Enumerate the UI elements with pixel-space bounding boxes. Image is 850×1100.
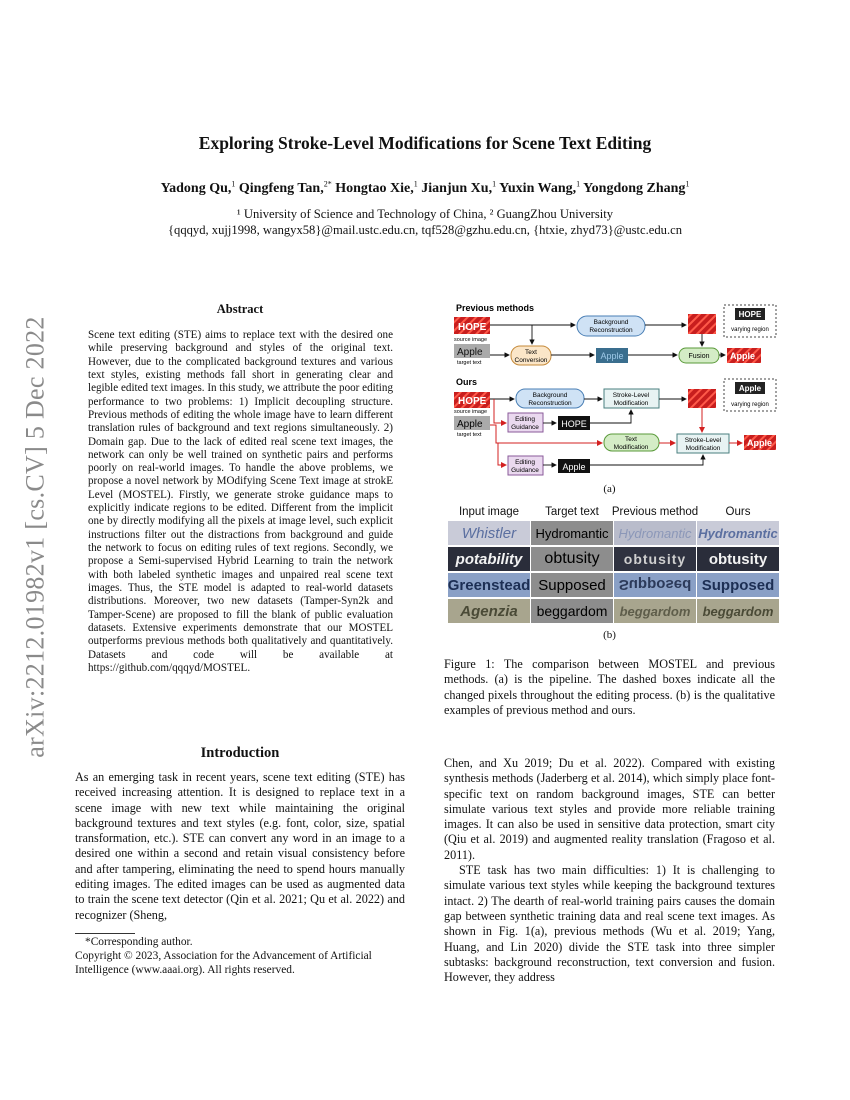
intro-text-right	[444, 756, 775, 985]
box-label: Guidance	[511, 467, 539, 474]
grid-previous-result: beggardom	[614, 599, 696, 623]
box-label: Editing	[515, 416, 535, 423]
target-text-label: target text	[457, 360, 482, 366]
arxiv-id-text: arXiv:2212.01982v1 [cs.CV] 5 Dec 2022	[21, 316, 51, 758]
grid-input-image: Whistler	[448, 521, 530, 545]
grid-target-text: Supposed	[531, 573, 613, 597]
box-label: Conversion	[514, 357, 548, 364]
grid-target-text: obtusity	[531, 547, 613, 571]
box-label: Modification	[613, 444, 649, 451]
author: Yuxin Wang,$^1$	[499, 179, 581, 196]
figure-caption: Figure 1: The comparison between MOSTEL and previous methods. (a) is the pipeline. The dashed boxes indicate all the changed pixels throughout the editing process. (b) is the qualitative examples of previous method and ours.	[444, 657, 775, 717]
author: Yongdong Zhang$^1$	[583, 179, 690, 196]
footnote	[75, 936, 405, 977]
varying-region-label: varying region	[731, 327, 769, 333]
box-label: Stroke-Level	[684, 437, 722, 444]
output-word: Apple	[747, 438, 773, 448]
affiliations	[0, 206, 850, 238]
grid-target-text: beggardom	[531, 599, 613, 623]
grid-header: Previous method	[611, 506, 699, 518]
box-label: Stroke-Level	[612, 392, 650, 399]
author: Hongtao Xie,$^1$	[335, 179, 418, 196]
pipeline-diagram	[444, 297, 780, 480]
abstract-heading: Abstract	[216, 302, 264, 316]
source-word: HOPE	[458, 322, 487, 333]
box-label: Background	[593, 319, 629, 326]
introduction-heading: Introduction	[200, 745, 280, 761]
email-line: {qqqyd, xujj1998, wangyx58}@mail.ustc.edu.cn, tqf528@gzhu.edu.cn, {htxie, zhyd73}@ustc.edu.cn	[167, 223, 682, 237]
intro-paragraph: Chen, and Xu 2019; Du et al. 2022). Compared with existing synthesis methods (Jaderberg et al. 2014), which simply place font-specific text on random background images, STE can better simulate various text styles and provide more reliable training images. It can also be used in sensitive data protection, smart city (Qiu et al. 2019) and augmented reality translation (Fragoso et al. 2011).	[444, 756, 775, 862]
mask-word: HOPE	[738, 310, 762, 319]
target-word: Apple	[457, 347, 483, 358]
box-label: Text	[625, 436, 637, 443]
background-output-thumb	[688, 314, 716, 334]
source-word: HOPE	[458, 396, 487, 407]
arxiv-side-stamp	[10, 297, 62, 777]
grid-our-result: Supposed	[697, 573, 779, 597]
intro-paragraph: STE task has two main difficulties: 1) It is challenging to simulate various text styles while keeping the background textures intact. 2) The dearth of real-world training pairs causes the domain gap between synthetic training data and real scene text images. As shown in Fig. 1(a), previous methods (Wu et al. 2019; Yang, Huang, and Lin 2020) divide the STE task into three simpler subtasks: background reconstruction, text conversion and fusion. However, they address	[444, 863, 775, 985]
grid-input-image: Agenzia	[448, 599, 530, 623]
grid-previous-result: Hydromantic	[614, 521, 696, 545]
figure-label-a: (a)	[603, 483, 616, 495]
target-word: Apple	[457, 419, 483, 430]
previous-methods-heading: Previous methods	[456, 303, 535, 313]
box-label: Text	[525, 349, 537, 356]
grid-target-text: Hydromantic	[531, 521, 613, 545]
author-list	[0, 179, 850, 197]
grid-input-image: Greenstead	[448, 573, 530, 597]
intro-text-left: As an emerging task in recent years, scene text editing (STE) has received increasing attention. It is designed to replace text in a scene image with new text while maintaining the original background textures and text styles (e.g. font, color, size, spatial transformation, etc.). STE can convert any word in an image to a desired one within a second and retain visual consistency before and after tampering, eliminating the need to spend hours manually editing images. The edited images can be used as augmented data to train the scene text detector (Qin et al. 2021; Qu et al. 2022) and recognizer (Sheng,	[75, 770, 405, 922]
box-label: Guidance	[511, 424, 539, 431]
grid-our-result: Hydromantic	[697, 521, 779, 545]
box-label: Editing	[515, 459, 535, 466]
author: Qingfeng Tan,$^{2*}$	[238, 179, 332, 196]
grid-previous-result: obtusity	[614, 547, 696, 571]
grid-header: Target text	[545, 506, 599, 518]
box-label: Reconstruction	[528, 400, 572, 407]
affiliation-line: ¹ University of Science and Technology of China, ² GuangZhou University	[236, 207, 614, 221]
paper-title: Exploring Stroke-Level Modifications for Scene Text Editing	[198, 133, 652, 153]
guidance-word: Apple	[562, 462, 586, 472]
grid-our-result: beggardom	[697, 599, 779, 623]
guidance-word: HOPE	[561, 419, 587, 429]
background-output-thumb	[688, 389, 716, 408]
grid-header: Input image	[458, 506, 520, 518]
figure-label-b: (b)	[603, 629, 616, 641]
box-label: Modification	[685, 445, 721, 452]
box-label: Reconstruction	[589, 327, 633, 334]
source-image-label: source image	[454, 409, 488, 415]
mask-word: Apple	[738, 384, 762, 393]
abstract-body: Scene text editing (STE) aims to replace text with the desired one while preserving background and styles of the original text. However, due to the complicated background textures and various text styles, existing methods fall short in generating clear and legible edited text images. In this study, we attribute the poor editing performance to two problems: 1) Implicit decoupling structure. Previous methods of editing the whole image have to learn different translation rules of background and text regions simultaneously. 2) Domain gap. Due to the lack of edited real scene text images, the network can only be well trained on synthetic pairs and performs poorly on real-world images. To handle the above problems, we propose a novel network by MOdifying Scene Text image at strokE Level (MOSTEL). Firstly, we generate stroke guidance maps to explicitly indicate regions to be edited. Different from the implicit one by directly modifying all the pixels at image level, such explicit instructions filter out the distractions from background and guide the network to focus on editing rules of text regions. Secondly, we propose a Semi-supervised Hybrid Learning to train the network with both labeled synthetic images and unpaired real scene text images. Thus, the STE model is adapted to real-world datasets distributions. Moreover, two new datasets (Tamper-Syn2k and Tamper-Scene) are proposed to fill the blank of public evaluation datasets. Extensive experiments demonstrate that our MOSTEL outperforms previous methods both qualitatively and quantitatively. Datasets and code will be available at https://github.com/qqqyd/MOSTEL.	[88, 329, 393, 674]
grid-our-result: obtusity	[697, 547, 779, 571]
varying-region-label: varying region	[731, 402, 769, 408]
box-label: Background	[532, 392, 568, 399]
box-label: Modification	[613, 400, 649, 407]
corresponding-author-note: *Corresponding author.	[85, 936, 193, 948]
grid-previous-result: Supposed	[614, 573, 696, 597]
grid-header: Ours	[725, 506, 751, 518]
converted-word: Apple	[600, 351, 624, 361]
footnote-divider	[75, 933, 135, 934]
author: Yadong Qu,$^1$	[160, 179, 236, 196]
author: Jianjun Xu,$^1$	[421, 179, 497, 196]
output-word: Apple	[730, 351, 756, 361]
grid-input-image: potability	[448, 547, 530, 571]
box-label: Fusion	[688, 353, 710, 360]
ours-heading: Ours	[456, 377, 478, 387]
source-image-label: source image	[454, 337, 488, 343]
copyright-notice: Copyright © 2023, Association for the Advancement of Artificial Intelligence (www.aaai.org). All rights reserved.	[75, 949, 372, 976]
target-text-label: target text	[457, 432, 482, 438]
